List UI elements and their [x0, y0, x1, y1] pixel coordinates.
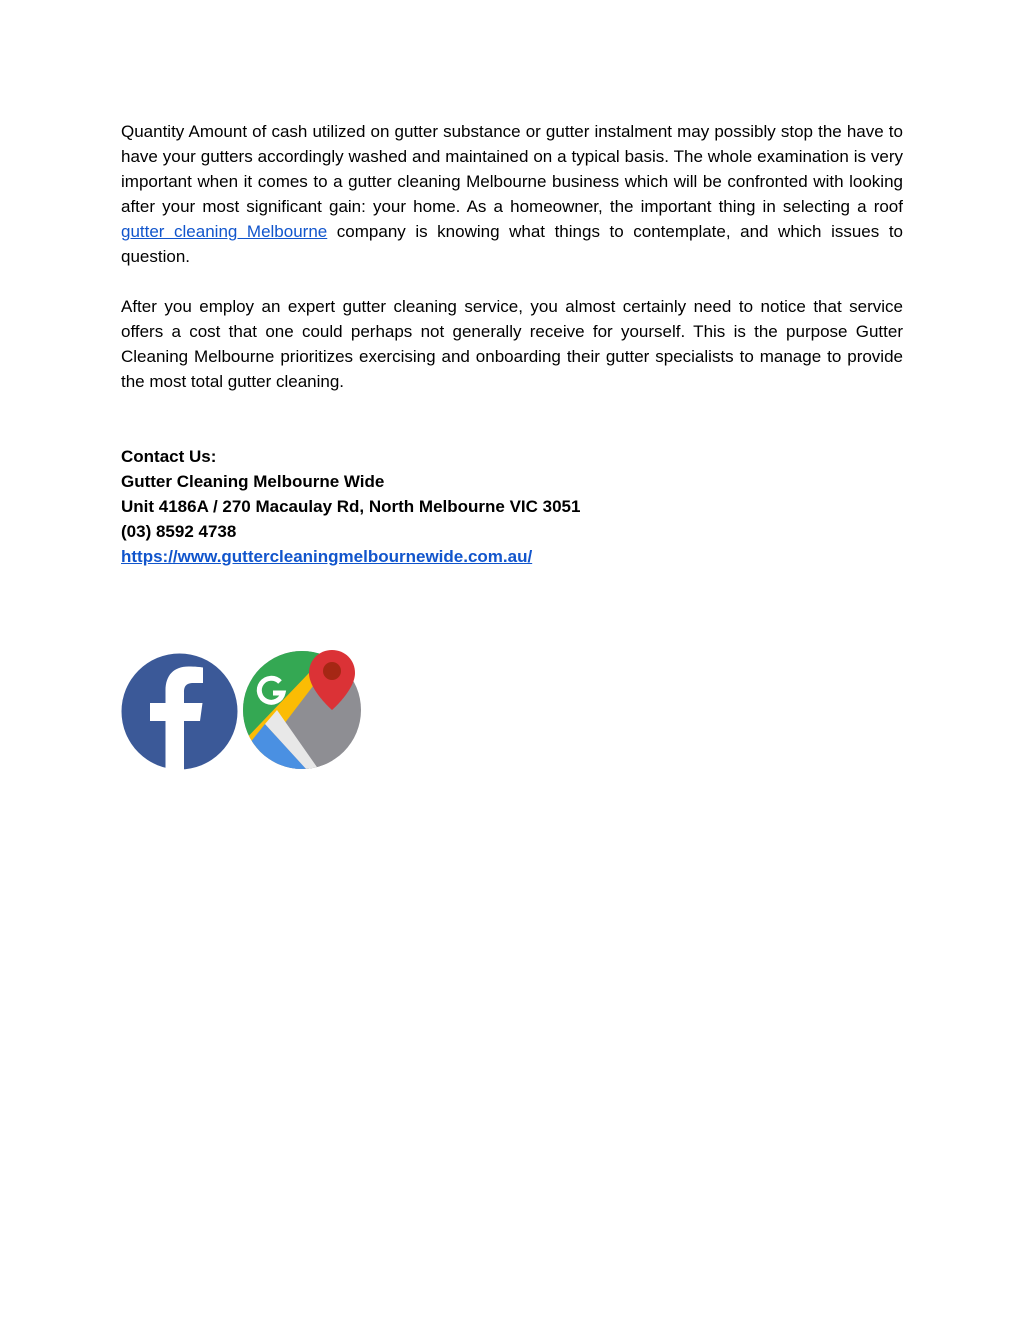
business-address: Unit 4186A / 270 Macaulay Rd, North Melbourne VIC 3051 — [121, 497, 581, 516]
business-phone: (03) 8592 4738 — [121, 522, 237, 541]
paragraph-intro-text-before: Quantity Amount of cash utilized on gutter substance or gutter instalment may possibly stop the have to have your gutters accordingly washed and maintained on a typical basis. The whole examination is very important when it comes to a gutter cleaning Melbourne business which will be confronted with looking after your most significant gain: your home. As a homeowner, the important thing in selecting a roof — [121, 122, 903, 216]
paragraph-service: After you employ an expert gutter cleaning service, you almost certainly need to notice that service offers a cost that one could perhaps not generally receive for yourself. This is the purpose Gutter Cleaning Melbourne prioritizes exercising and onboarding their gutter specialists to manage to provide the most total gutter cleaning. — [121, 297, 903, 391]
paragraph-intro — [121, 119, 903, 269]
social-icons — [121, 648, 363, 770]
document-page — [121, 119, 903, 569]
paragraph-intro-text-after: company is knowing what things to contemplate, and which issues to question. — [121, 222, 903, 266]
business-name: Gutter Cleaning Melbourne Wide — [121, 472, 385, 491]
contact-block — [121, 444, 903, 569]
google-maps-icon[interactable] — [241, 648, 363, 770]
facebook-icon[interactable] — [121, 653, 238, 770]
website-link[interactable]: https://www.guttercleaningmelbournewide.com.au/ — [121, 547, 533, 566]
contact-heading: Contact Us: — [121, 447, 217, 466]
gutter-cleaning-link[interactable]: gutter cleaning Melbourne — [121, 222, 328, 241]
